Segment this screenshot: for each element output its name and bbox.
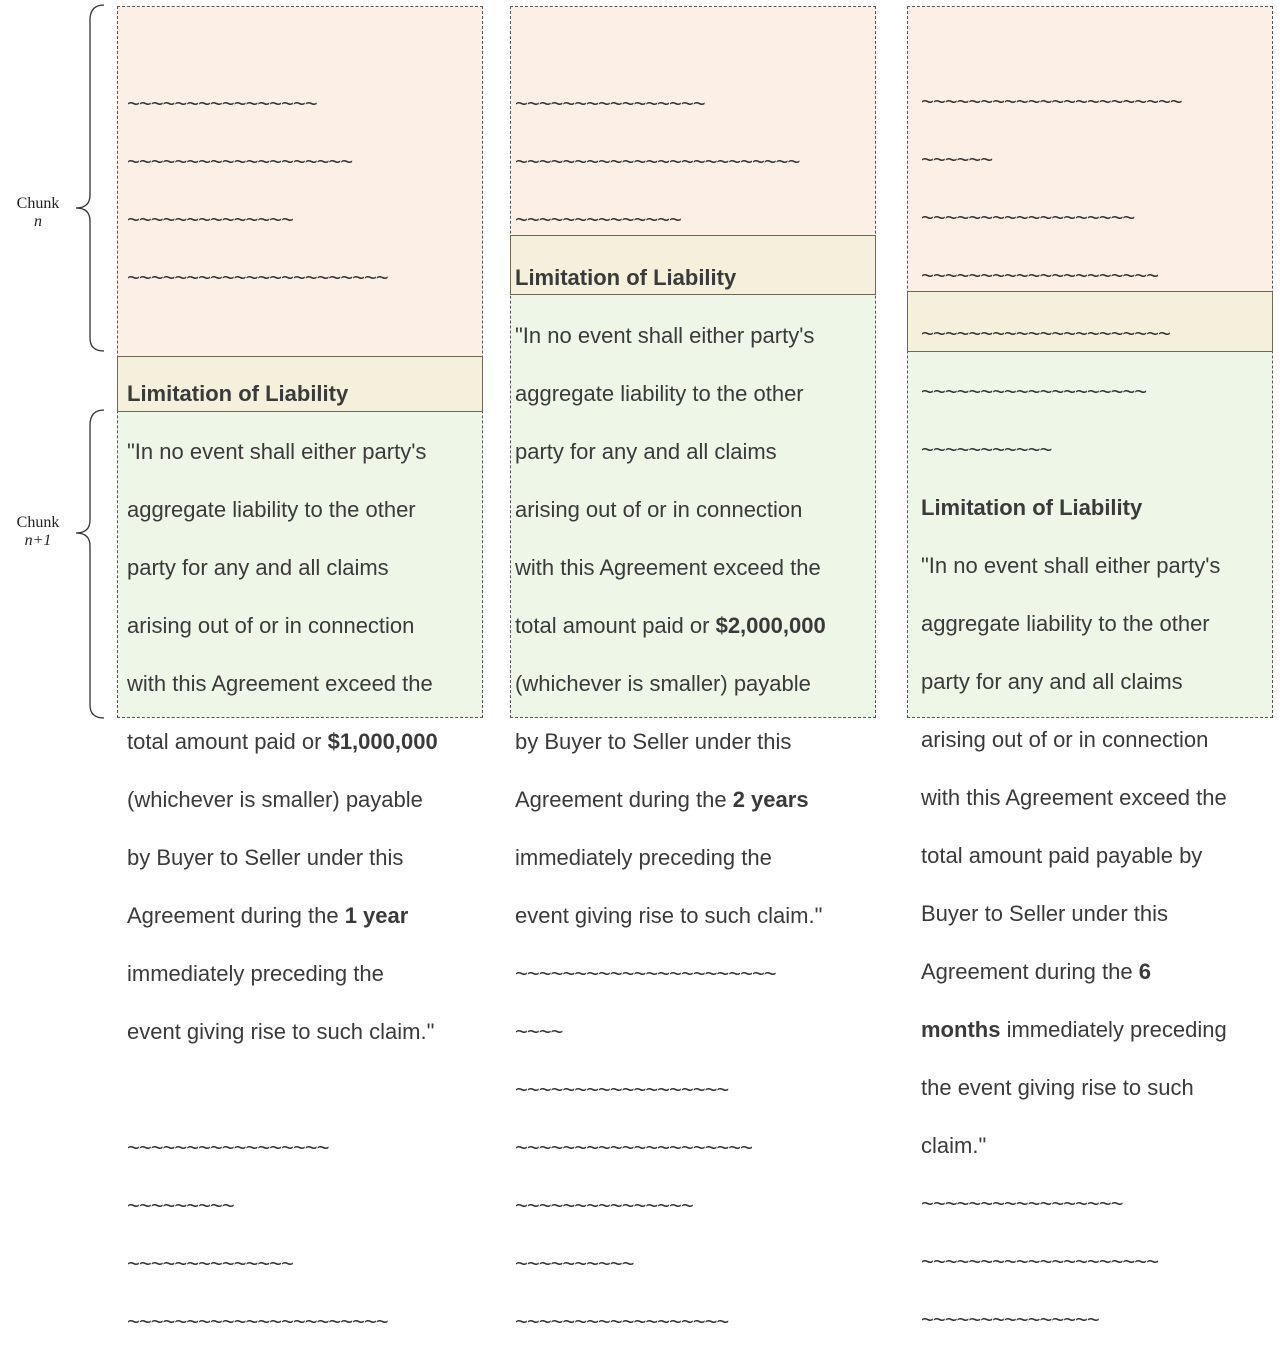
filler-line: ~~~~~~~~~~~~~~~~~~~~~~ <box>127 265 388 290</box>
clause-line: aggregate liability to the other <box>127 497 416 522</box>
filler-line: ~~~~~~~~~~~~~~ <box>127 207 293 232</box>
clause-line-period: Agreement during the 2 years <box>515 787 809 812</box>
period-value: 2 years <box>732 787 809 812</box>
clause-line: "In no event shall either party's <box>127 439 427 464</box>
period-value: 6 <box>1138 959 1151 984</box>
filler-line: ~~~~~~~~~~~~~~~~~ <box>127 1135 329 1160</box>
clause-line: with this Agreement exceed the <box>515 555 821 580</box>
clause-line: arising out of or in connection <box>515 497 803 522</box>
clause-line: by Buyer to Seller under this <box>515 729 792 754</box>
section-title: Limitation of Liability <box>921 495 1143 520</box>
filler-line: ~~~~~~~~~~ <box>515 1251 634 1276</box>
clause-line: total amount paid payable by <box>921 843 1203 868</box>
clause-line-period: Agreement during the 1 year <box>127 903 409 928</box>
filler-line: ~~~~~~~~~~~ <box>921 437 1052 462</box>
filler-line: ~~~~~~~~~~~~~~~~~~~ <box>127 149 353 174</box>
filler-line: ~~~~~~~~~~~~~~~~~ <box>921 1191 1123 1216</box>
filler-line: ~~~~~~~~~~~~~~~~ <box>127 91 317 116</box>
period-unit: months <box>921 1017 1001 1042</box>
filler-line: ~~~~~~~~~~~~~~~~~~~~~ <box>921 321 1170 346</box>
filler-line: ~~~~~~~~~~~~~~~~~~ <box>921 205 1135 230</box>
chunk-braces <box>0 0 115 723</box>
clause-line: by Buyer to Seller under this <box>127 845 404 870</box>
filler-line: ~~~~~~~~~~~~~~~~~~~~ <box>921 263 1158 288</box>
clause-line: aggregate liability to the other <box>515 381 804 406</box>
filler-line: ~~~~~~~~~~~~~~~~~~~~ <box>515 1135 752 1160</box>
column-2 <box>510 6 876 1334</box>
clause-line: party for any and all claims <box>127 555 389 580</box>
column-1 <box>117 6 483 1334</box>
column-3 <box>907 6 1273 1332</box>
filler-line: ~~~~~~ <box>921 147 993 172</box>
chunk-n-label: Chunk n <box>16 195 60 230</box>
brace-chunk-n <box>76 5 104 351</box>
brace-chunk-n1 <box>76 410 104 718</box>
clause-line: "In no event shall either party's <box>921 553 1221 578</box>
filler-line: ~~~~~~~~~~~~~~~~~~ <box>515 1077 729 1102</box>
filler-line: ~~~~~~~~~ <box>127 1193 234 1218</box>
clause-line: arising out of or in connection <box>921 727 1209 752</box>
section-title: Limitation of Liability <box>515 265 737 290</box>
filler-line: ~~~~~~~~~~~~~~~~ <box>515 91 705 116</box>
filler-line: ~~~~~~~~~~~~~~~ <box>921 1307 1099 1332</box>
clause-line-period-cont: months immediately preceding <box>921 1017 1227 1042</box>
filler-line: ~~~~~~~~~~~~~~~~~~~~~~~~ <box>515 149 800 174</box>
column-3-text <box>921 58 1268 1363</box>
clause-line: "In no event shall either party's <box>515 323 815 348</box>
clause-line: party for any and all claims <box>921 669 1183 694</box>
filler-line: ~~~~~~~~~~~~~~~~~~~~~~ <box>127 1309 388 1334</box>
filler-line: ~~~~~~~~~~~~~~~~~~~~~~ <box>921 89 1182 114</box>
clause-line: immediately preceding the <box>515 845 772 870</box>
clause-line-amount: total amount paid or $1,000,000 <box>127 729 438 754</box>
amount-value: $2,000,000 <box>715 613 826 638</box>
filler-line: ~~~~~~~~~~~~~~~~~~~~ <box>921 1249 1158 1274</box>
clause-line: immediately preceding the <box>127 961 384 986</box>
filler-line: ~~~~~~~~~~~~~~ <box>515 207 681 232</box>
filler-line: ~~~~ <box>515 1019 563 1044</box>
amount-value: $1,000,000 <box>327 729 438 754</box>
clause-line-amount: total amount paid or $2,000,000 <box>515 613 826 638</box>
clause-line-period: Agreement during the 6 <box>921 959 1151 984</box>
clause-line: Buyer to Seller under this <box>921 901 1169 926</box>
clause-line: (whichever is smaller) payable <box>515 671 811 696</box>
clause-line: arising out of or in connection <box>127 613 415 638</box>
filler-line: ~~~~~~~~~~~~~~ <box>127 1251 293 1276</box>
filler-line: ~~~~~~~~~~~~~~~~~~ <box>515 1309 729 1334</box>
period-value: 1 year <box>344 903 409 928</box>
filler-line: ~~~~~~~~~~~~~~~~~~~~~~ <box>515 961 776 986</box>
column-1-text <box>127 60 478 1365</box>
clause-line: with this Agreement exceed the <box>127 671 433 696</box>
clause-line: event giving rise to such claim." <box>127 1019 435 1044</box>
column-2-text <box>515 60 871 1365</box>
filler-line: ~~~~~~~~~~~~~~~ <box>515 1193 693 1218</box>
filler-line: ~~~~~~~~~~~~~~~~~~~ <box>921 379 1147 404</box>
chunk-n1-label: Chunk n+1 <box>16 514 60 549</box>
section-title: Limitation of Liability <box>127 381 349 406</box>
clause-line: event giving rise to such claim." <box>515 903 823 928</box>
clause-line: claim." <box>921 1133 987 1158</box>
clause-line: the event giving rise to such <box>921 1075 1194 1100</box>
clause-line: with this Agreement exceed the <box>921 785 1227 810</box>
clause-line: party for any and all claims <box>515 439 777 464</box>
clause-line: aggregate liability to the other <box>921 611 1210 636</box>
clause-line: (whichever is smaller) payable <box>127 787 423 812</box>
